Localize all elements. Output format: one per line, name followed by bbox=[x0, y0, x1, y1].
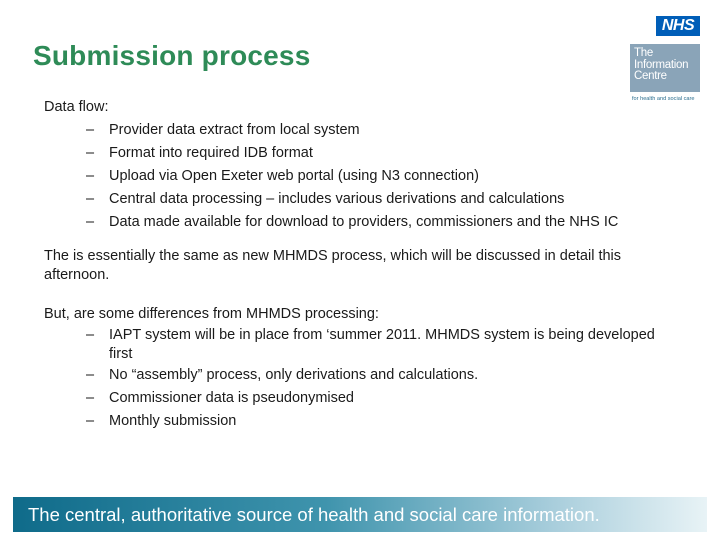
differences-list bbox=[44, 326, 694, 433]
footer-banner: The central, authoritative source of health and social care information. bbox=[13, 497, 707, 532]
list-item bbox=[44, 211, 694, 234]
logo-line-3: Centre bbox=[634, 70, 667, 82]
list-item bbox=[44, 410, 694, 433]
dash-bullet: – bbox=[86, 122, 95, 138]
data-flow-heading: Data flow: bbox=[44, 99, 109, 115]
dash-bullet: – bbox=[86, 214, 95, 230]
data-flow-list bbox=[44, 119, 694, 234]
list-item bbox=[44, 326, 669, 364]
dash-bullet: – bbox=[86, 367, 95, 383]
list-item-text: Commissioner data is pseudonymised bbox=[109, 390, 354, 406]
list-item bbox=[44, 165, 694, 188]
list-item-text: Data made available for download to providers, commissioners and the NHS IC bbox=[109, 214, 619, 230]
logo-tagline: for health and social care bbox=[632, 96, 695, 102]
list-item bbox=[44, 142, 694, 165]
list-item bbox=[44, 364, 694, 387]
list-item bbox=[44, 387, 694, 410]
list-item-text: No “assembly” process, only derivations and calculations. bbox=[109, 367, 479, 383]
list-item-text: Central data processing – includes various derivations and calculations bbox=[109, 191, 565, 207]
list-item bbox=[44, 188, 694, 211]
slide-title: Submission process bbox=[33, 40, 311, 71]
logo-line-1: The bbox=[634, 47, 653, 59]
dash-bullet: – bbox=[86, 191, 95, 207]
dash-bullet: – bbox=[86, 390, 95, 406]
process-note: The is essentially the same as new MHMDS process, which will be discussed in detail this afternoon. bbox=[44, 248, 622, 283]
information-centre-logo bbox=[630, 44, 700, 92]
slide-body bbox=[44, 96, 694, 433]
logo-line-2: Information bbox=[634, 58, 689, 71]
differences-heading: But, are some differences from MHMDS processing: bbox=[44, 306, 379, 322]
dash-bullet: – bbox=[86, 327, 95, 343]
dash-bullet: – bbox=[86, 145, 95, 161]
list-item-text: Provider data extract from local system bbox=[109, 122, 360, 138]
dash-bullet: – bbox=[86, 168, 95, 184]
dash-bullet: – bbox=[86, 413, 95, 429]
list-item-text: Monthly submission bbox=[109, 413, 237, 429]
list-item-text: Format into required IDB format bbox=[109, 145, 313, 161]
list-item-text: Upload via Open Exeter web portal (using N3 connection) bbox=[109, 168, 479, 184]
list-item bbox=[44, 119, 694, 142]
nhs-logo: NHS bbox=[656, 16, 700, 36]
list-item-text: IAPT system will be in place from ‘summer 2011. MHMDS system is being developed first bbox=[109, 327, 655, 362]
